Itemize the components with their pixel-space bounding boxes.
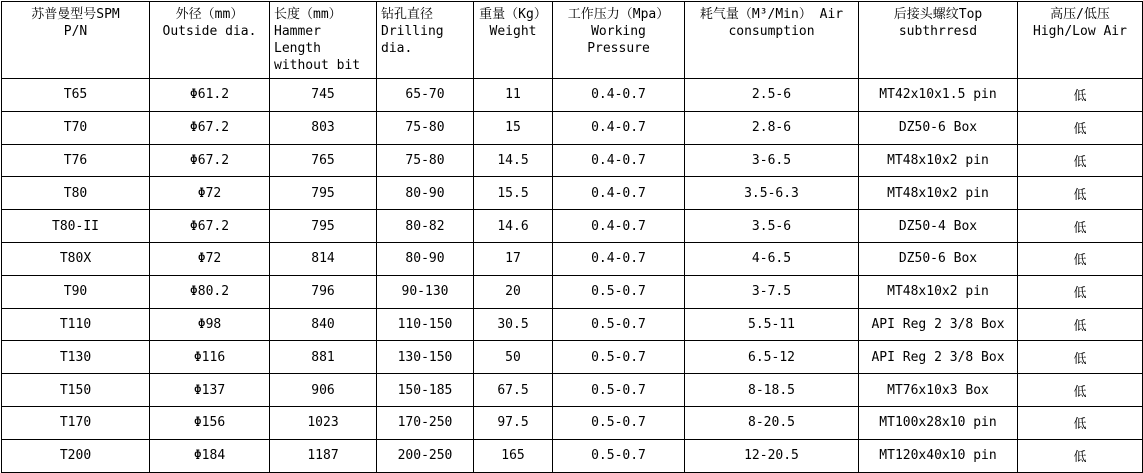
cell-air-type: 低 (1018, 406, 1143, 439)
table-row (2, 439, 1143, 472)
table-row (2, 275, 1143, 308)
cell-top-sub-thread: MT120x40x10 pin (859, 439, 1018, 472)
cell-model: T80-II (2, 210, 150, 243)
cell-outside-dia: Φ98 (150, 308, 270, 341)
spec-table (1, 1, 1143, 473)
header-top-sub-thread-cn: 后接头螺纹Top (893, 7, 983, 22)
cell-working-pressure: 0.5-0.7 (553, 308, 685, 341)
cell-working-pressure: 0.5-0.7 (553, 341, 685, 374)
header-drilling-dia-en-1: Drilling (381, 24, 444, 39)
cell-drilling-dia: 170-250 (377, 406, 474, 439)
cell-air-consumption: 3-6.5 (685, 144, 859, 177)
cell-top-sub-thread: MT48x10x2 pin (859, 144, 1018, 177)
cell-drilling-dia: 110-150 (377, 308, 474, 341)
cell-weight: 17 (474, 242, 553, 275)
cell-model: T90 (2, 275, 150, 308)
cell-drilling-dia: 130-150 (377, 341, 474, 374)
cell-model: T80 (2, 177, 150, 210)
table-header (2, 2, 1143, 79)
header-length-en-3: without bit (274, 58, 361, 73)
cell-drilling-dia: 75-80 (377, 144, 474, 177)
header-working-pressure-en-2: Pressure (587, 41, 650, 56)
cell-model: T150 (2, 374, 150, 407)
cell-outside-dia: Φ116 (150, 341, 270, 374)
cell-outside-dia: Φ137 (150, 374, 270, 407)
cell-weight: 14.5 (474, 144, 553, 177)
cell-length: 881 (270, 341, 377, 374)
cell-air-consumption: 8-18.5 (685, 374, 859, 407)
cell-length: 745 (270, 79, 377, 112)
table-row (2, 111, 1143, 144)
cell-length: 796 (270, 275, 377, 308)
cell-outside-dia: Φ156 (150, 406, 270, 439)
cell-top-sub-thread: DZ50-6 Box (859, 111, 1018, 144)
cell-air-type: 低 (1018, 242, 1143, 275)
cell-weight: 50 (474, 341, 553, 374)
header-air-type-en: High/Low Air (1033, 24, 1127, 39)
table-row (2, 79, 1143, 112)
cell-outside-dia: Φ72 (150, 242, 270, 275)
cell-length: 803 (270, 111, 377, 144)
cell-model: T170 (2, 406, 150, 439)
cell-length: 795 (270, 177, 377, 210)
table-body (2, 79, 1143, 473)
cell-working-pressure: 0.5-0.7 (553, 374, 685, 407)
header-weight-en: Weight (489, 24, 537, 39)
cell-length: 840 (270, 308, 377, 341)
cell-drilling-dia: 80-82 (377, 210, 474, 243)
cell-weight: 30.5 (474, 308, 553, 341)
cell-top-sub-thread: DZ50-4 Box (859, 210, 1018, 243)
cell-top-sub-thread: MT76x10x3 Box (859, 374, 1018, 407)
cell-model: T65 (2, 79, 150, 112)
cell-air-type: 低 (1018, 341, 1143, 374)
cell-air-consumption: 6.5-12 (685, 341, 859, 374)
cell-model: T130 (2, 341, 150, 374)
cell-air-consumption: 3.5-6 (685, 210, 859, 243)
header-length-cn: 长度（mm） (274, 7, 342, 22)
cell-drilling-dia: 150-185 (377, 374, 474, 407)
cell-weight: 97.5 (474, 406, 553, 439)
cell-working-pressure: 0.4-0.7 (553, 111, 685, 144)
cell-air-consumption: 2.8-6 (685, 111, 859, 144)
header-top-sub-thread-en: subthrresd (898, 24, 978, 39)
cell-air-type: 低 (1018, 308, 1143, 341)
cell-top-sub-thread: DZ50-6 Box (859, 242, 1018, 275)
header-length-en-2: Length (274, 41, 321, 56)
header-top-sub-thread (859, 2, 1018, 79)
cell-length: 1187 (270, 439, 377, 472)
cell-top-sub-thread: MT48x10x2 pin (859, 275, 1018, 308)
cell-air-type: 低 (1018, 439, 1143, 472)
cell-length: 814 (270, 242, 377, 275)
table-row (2, 374, 1143, 407)
cell-air-type: 低 (1018, 79, 1143, 112)
cell-outside-dia: Φ67.2 (150, 144, 270, 177)
table-row (2, 177, 1143, 210)
header-model-en: P/N (63, 24, 88, 39)
table-row (2, 406, 1143, 439)
cell-model: T80X (2, 242, 150, 275)
table-row (2, 210, 1143, 243)
cell-outside-dia: Φ67.2 (150, 210, 270, 243)
cell-model: T70 (2, 111, 150, 144)
cell-length: 906 (270, 374, 377, 407)
cell-weight: 15.5 (474, 177, 553, 210)
header-length-en-1: Hammer (274, 24, 321, 39)
header-working-pressure (553, 2, 685, 79)
cell-working-pressure: 0.5-0.7 (553, 439, 685, 472)
header-model (2, 2, 150, 79)
cell-air-consumption: 2.5-6 (685, 79, 859, 112)
cell-weight: 11 (474, 79, 553, 112)
cell-working-pressure: 0.5-0.7 (553, 406, 685, 439)
table-row (2, 144, 1143, 177)
cell-air-type: 低 (1018, 374, 1143, 407)
cell-top-sub-thread: API Reg 2 3/8 Box (859, 308, 1018, 341)
header-weight-cn: 重量（Kg） (479, 7, 547, 22)
cell-air-consumption: 3-7.5 (685, 275, 859, 308)
header-air-type-cn: 高压/低压 (1050, 7, 1110, 22)
cell-drilling-dia: 65-70 (377, 79, 474, 112)
header-drilling-dia-en-2: dia. (381, 41, 413, 56)
cell-length: 1023 (270, 406, 377, 439)
cell-top-sub-thread: MT42x10x1.5 pin (859, 79, 1018, 112)
header-air-type (1018, 2, 1143, 79)
table-row (2, 341, 1143, 374)
header-drilling-dia-cn: 钻孔直径 (381, 7, 434, 22)
header-outside-dia-en: Outside dia. (162, 24, 257, 39)
cell-weight: 67.5 (474, 374, 553, 407)
header-working-pressure-en-1: Working (591, 24, 646, 39)
header-length (270, 2, 377, 79)
header-working-pressure-cn: 工作压力（Mpa） (567, 7, 670, 22)
cell-length: 765 (270, 144, 377, 177)
cell-working-pressure: 0.5-0.7 (553, 275, 685, 308)
cell-working-pressure: 0.4-0.7 (553, 242, 685, 275)
cell-air-consumption: 5.5-11 (685, 308, 859, 341)
cell-drilling-dia: 75-80 (377, 111, 474, 144)
header-model-cn: 苏普曼型号SPM (31, 7, 120, 22)
cell-air-type: 低 (1018, 144, 1143, 177)
table-row (2, 308, 1143, 341)
cell-outside-dia: Φ80.2 (150, 275, 270, 308)
header-outside-dia-cn: 外径（mm） (175, 7, 244, 22)
header-air-consumption (685, 2, 859, 79)
cell-air-type: 低 (1018, 111, 1143, 144)
cell-air-type: 低 (1018, 210, 1143, 243)
cell-outside-dia: Φ61.2 (150, 79, 270, 112)
cell-working-pressure: 0.4-0.7 (553, 79, 685, 112)
cell-top-sub-thread: MT100x28x10 pin (859, 406, 1018, 439)
cell-air-consumption: 3.5-6.3 (685, 177, 859, 210)
cell-weight: 14.6 (474, 210, 553, 243)
cell-drilling-dia: 90-130 (377, 275, 474, 308)
cell-model: T76 (2, 144, 150, 177)
cell-drilling-dia: 200-250 (377, 439, 474, 472)
cell-air-type: 低 (1018, 177, 1143, 210)
cell-weight: 20 (474, 275, 553, 308)
header-air-consumption-en: consumption (728, 24, 815, 39)
header-drilling-dia (377, 2, 474, 79)
cell-working-pressure: 0.4-0.7 (553, 210, 685, 243)
cell-weight: 15 (474, 111, 553, 144)
header-row (2, 2, 1143, 79)
cell-air-type: 低 (1018, 275, 1143, 308)
cell-model: T110 (2, 308, 150, 341)
cell-air-consumption: 12-20.5 (685, 439, 859, 472)
cell-working-pressure: 0.4-0.7 (553, 144, 685, 177)
header-weight (474, 2, 553, 79)
cell-outside-dia: Φ184 (150, 439, 270, 472)
header-outside-dia (150, 2, 270, 79)
cell-weight: 165 (474, 439, 553, 472)
table-row (2, 242, 1143, 275)
cell-model: T200 (2, 439, 150, 472)
cell-air-consumption: 4-6.5 (685, 242, 859, 275)
cell-outside-dia: Φ67.2 (150, 111, 270, 144)
cell-air-consumption: 8-20.5 (685, 406, 859, 439)
header-air-consumption-cn: 耗气量（M³/Min） Air (699, 7, 844, 22)
cell-length: 795 (270, 210, 377, 243)
cell-working-pressure: 0.4-0.7 (553, 177, 685, 210)
cell-drilling-dia: 80-90 (377, 242, 474, 275)
cell-outside-dia: Φ72 (150, 177, 270, 210)
cell-top-sub-thread: API Reg 2 3/8 Box (859, 341, 1018, 374)
cell-drilling-dia: 80-90 (377, 177, 474, 210)
cell-top-sub-thread: MT48x10x2 pin (859, 177, 1018, 210)
